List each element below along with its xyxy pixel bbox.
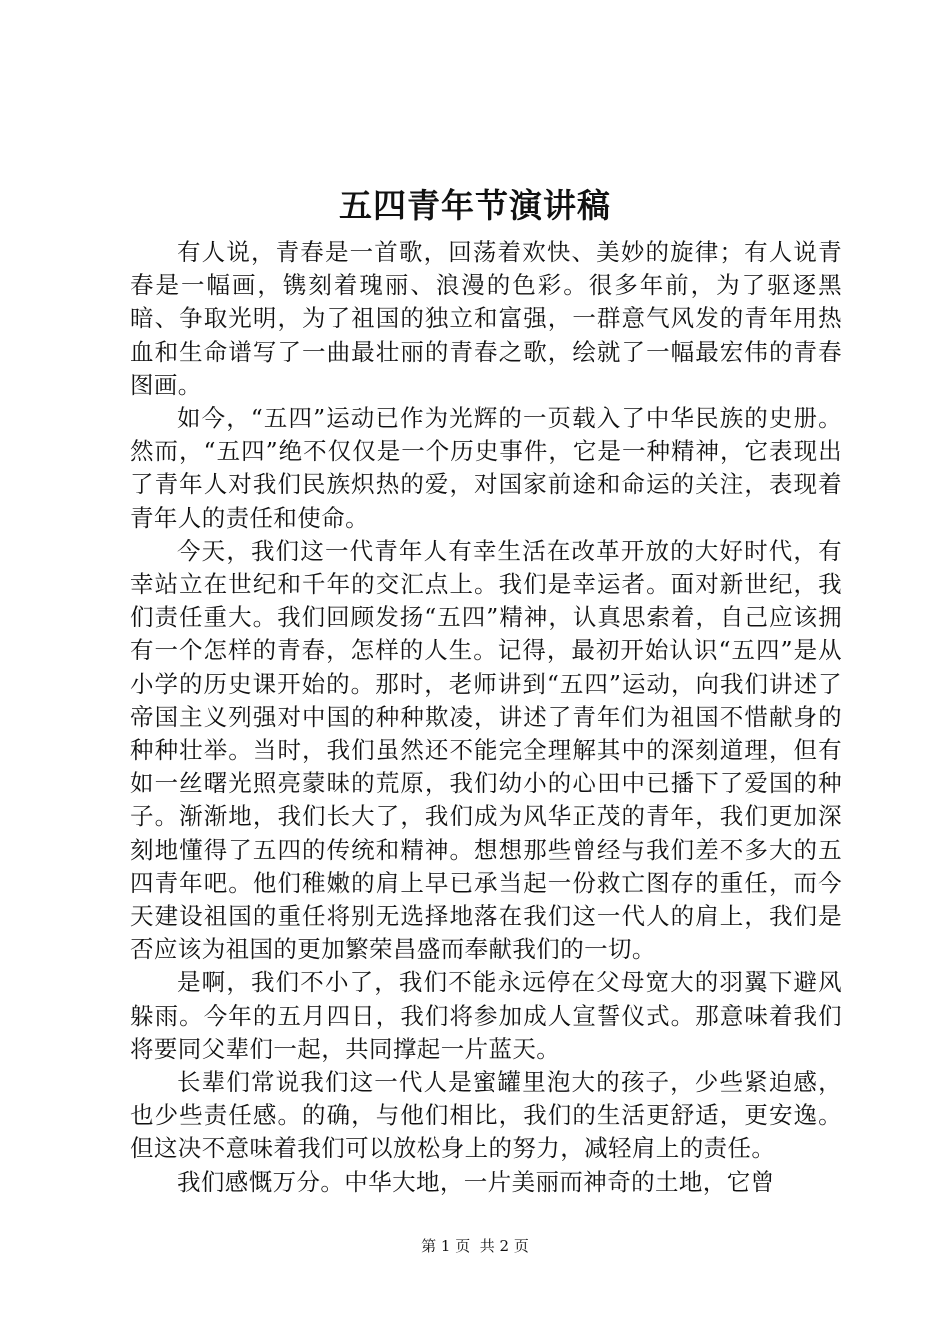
paragraph: 有人说，青春是一首歌，回荡着欢快、美妙的旋律；有人说青春是一幅画，镌刻着瑰丽、浪漫的色彩。很多年前，为了驱逐黑暗、争取光明，为了祖国的独立和富强，一群意气风发的青年用热血和生命谱写了一曲最壮丽的青春之歌，绘就了一幅最宏伟的青春图画。 (130, 238, 842, 399)
paragraph: 是啊，我们不小了，我们不能永远停在父母宽大的羽翼下避风躲雨。今年的五月四日，我们将参加成人宣誓仪式。那意味着我们将要同父辈们一起，共同撑起一片蓝天。 (130, 968, 842, 1063)
document-title: 五四青年节演讲稿 (339, 186, 611, 225)
document-body (130, 236, 842, 1199)
paragraph: 如今，“五四”运动已作为光辉的一页载入了中华民族的史册。然而，“五四”绝不仅仅是一个历史事件，它是一种精神，它表现出了青年人对我们民族炽热的爱，对国家前途和命运的关注，表现着青年人的责任和使命。 (130, 404, 842, 532)
page-footer: 第 1 页 共 2 页 (421, 1237, 529, 1255)
paragraph: 长辈们常说我们这一代人是蜜罐里泡大的孩子，少些紧迫感，也少些责任感。的确，与他们相比，我们的生活更舒适，更安逸。但这决不意味着我们可以放松身上的努力，减轻肩上的责任。 (130, 1068, 842, 1163)
paragraph: 我们感慨万分。中华大地，一片美丽而神奇的土地，它曾 (177, 1167, 775, 1196)
paragraph: 今天，我们这一代青年人有幸生活在改革开放的大好时代，有幸站立在世纪和千年的交汇点上。我们是幸运者。面对新世纪，我们责任重大。我们回顾发扬“五四”精神，认真思索着，自己应该拥有一个怎样的青春，怎样的人生。记得，最初开始认识“五四”是从小学的历史课开始的。那时，老师讲到“五四”运动，向我们讲述了帝国主义列强对中国的种种欺凌，讲述了青年们为祖国不惜献身的种种壮举。当时，我们虽然还不能完全理解其中的深刻道理，但有如一丝曙光照亮蒙昧的荒原，我们幼小的心田中已播下了爱国的种子。渐渐地，我们长大了，我们成为风华正茂的青年，我们更加深刻地懂得了五四的传统和精神。想想那些曾经与我们差不多大的五四青年吧。他们稚嫩的肩上早已承当起一份救亡图存的重任，而今天建设祖国的重任将别无选择地落在我们这一代人的肩上，我们是否应该为祖国的更加繁荣昌盛而奉献我们的一切。 (130, 536, 842, 964)
